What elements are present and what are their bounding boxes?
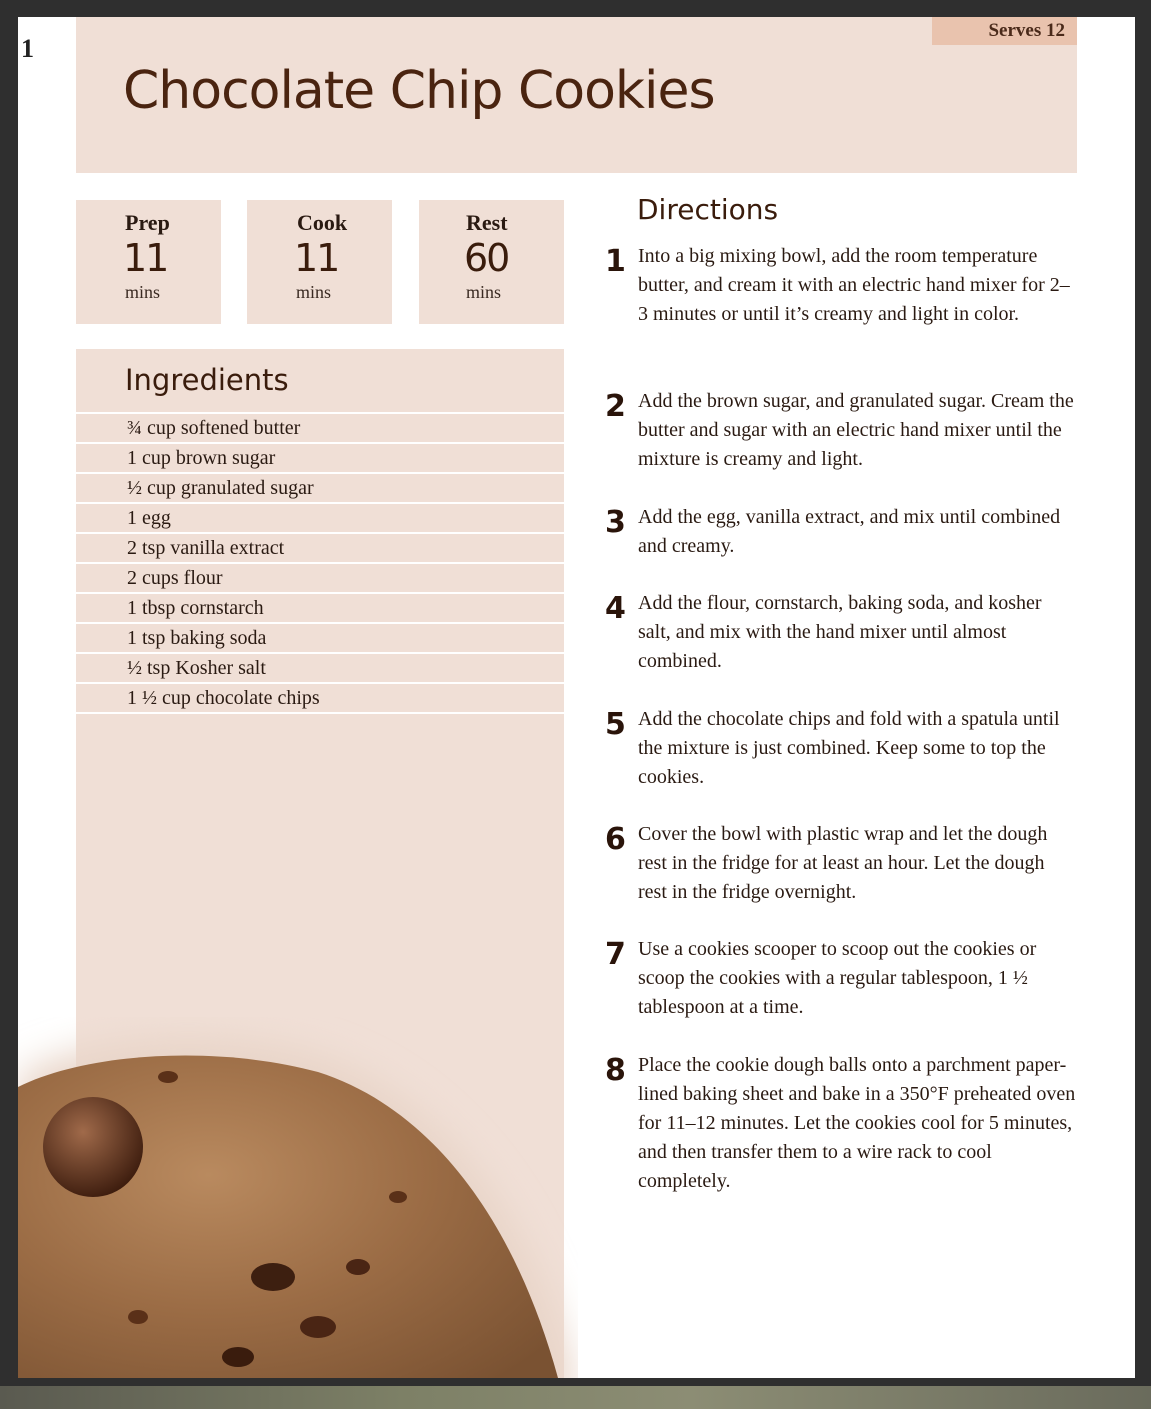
step-number: 3 — [605, 505, 626, 540]
step-number: 1 — [605, 244, 626, 279]
step-number: 4 — [605, 591, 626, 626]
serves-badge: Serves 12 — [932, 17, 1077, 45]
cookie-photo — [18, 1017, 578, 1378]
ingredient-item: 2 tsp vanilla extract — [76, 532, 564, 562]
rest-time-box — [419, 200, 564, 324]
step-number: 2 — [605, 389, 626, 424]
ingredient-item: 1 cup brown sugar — [76, 442, 564, 472]
step-text: Into a big mixing bowl, add the room temperature butter, and cream it with an electric hand mixer for 2–3 minutes or until it’s creamy and light in color. — [638, 245, 1070, 325]
cook-label: Cook — [297, 210, 348, 235]
ingredient-item: 1 tsp baking soda — [76, 622, 564, 652]
rest-unit: mins — [466, 282, 502, 302]
directions-heading: Directions — [637, 193, 779, 226]
step-text: Add the brown sugar, and granulated sugar. Cream the butter and sugar with an electric hand mixer until the mixture is creamy and light. — [638, 390, 1074, 470]
rest-label: Rest — [466, 210, 508, 235]
prep-time-box — [76, 200, 221, 324]
step-text: Cover the bowl with plastic wrap and let the dough rest in the fridge for at least an hour. Let the dough rest in the fridge overnight. — [638, 823, 1048, 903]
step-text: Add the flour, cornstarch, baking soda, and kosher salt, and mix with the hand mixer until almost combined. — [638, 592, 1042, 672]
ingredient-item: 1 tbsp cornstarch — [76, 592, 564, 622]
ingredient-item: 2 cups flour — [76, 562, 564, 592]
cook-time-box — [247, 200, 392, 324]
rest-value: 60 — [464, 236, 509, 280]
ingredient-item: ¾ cup softened butter — [76, 412, 564, 442]
ingredient-item: 1 egg — [76, 502, 564, 532]
prep-value: 11 — [123, 236, 168, 280]
step-number: 8 — [605, 1053, 626, 1088]
prep-label: Prep — [125, 210, 170, 235]
ingredients-list — [76, 412, 564, 714]
cook-value: 11 — [294, 236, 339, 280]
desktop-background-strip — [0, 1386, 1151, 1409]
ingredient-item: 1 ½ cup chocolate chips — [76, 682, 564, 714]
cook-unit: mins — [296, 282, 332, 302]
prep-unit: mins — [125, 282, 161, 302]
step-number: 5 — [605, 707, 626, 742]
step-text: Add the chocolate chips and fold with a spatula until the mixture is just combined. Keep some to top the cookies. — [638, 708, 1060, 788]
ingredient-item: ½ cup granulated sugar — [76, 472, 564, 502]
step-number: 7 — [605, 937, 626, 972]
step-text: Add the egg, vanilla extract, and mix until combined and creamy. — [638, 506, 1061, 557]
page-number: 1 — [21, 34, 34, 63]
ingredient-item: ½ tsp Kosher salt — [76, 652, 564, 682]
step-text: Place the cookie dough balls onto a parchment paper-lined baking sheet and bake in a 350°F preheated oven for 11–12 minutes. Let the cookies cool for 5 minutes, and then transfer them to a wire rack to cool completely. — [638, 1054, 1076, 1192]
step-text: Use a cookies scooper to scoop out the cookies or scoop the cookies with a regular tablespoon, 1 ½ tablespoon at a time. — [638, 938, 1037, 1018]
step-number: 6 — [605, 822, 626, 857]
recipe-title: Chocolate Chip Cookies — [123, 61, 715, 121]
chocolate-chip — [43, 1097, 143, 1197]
title-band — [76, 17, 1077, 173]
ingredients-heading: Ingredients — [125, 363, 289, 397]
recipe-page — [18, 17, 1135, 1378]
